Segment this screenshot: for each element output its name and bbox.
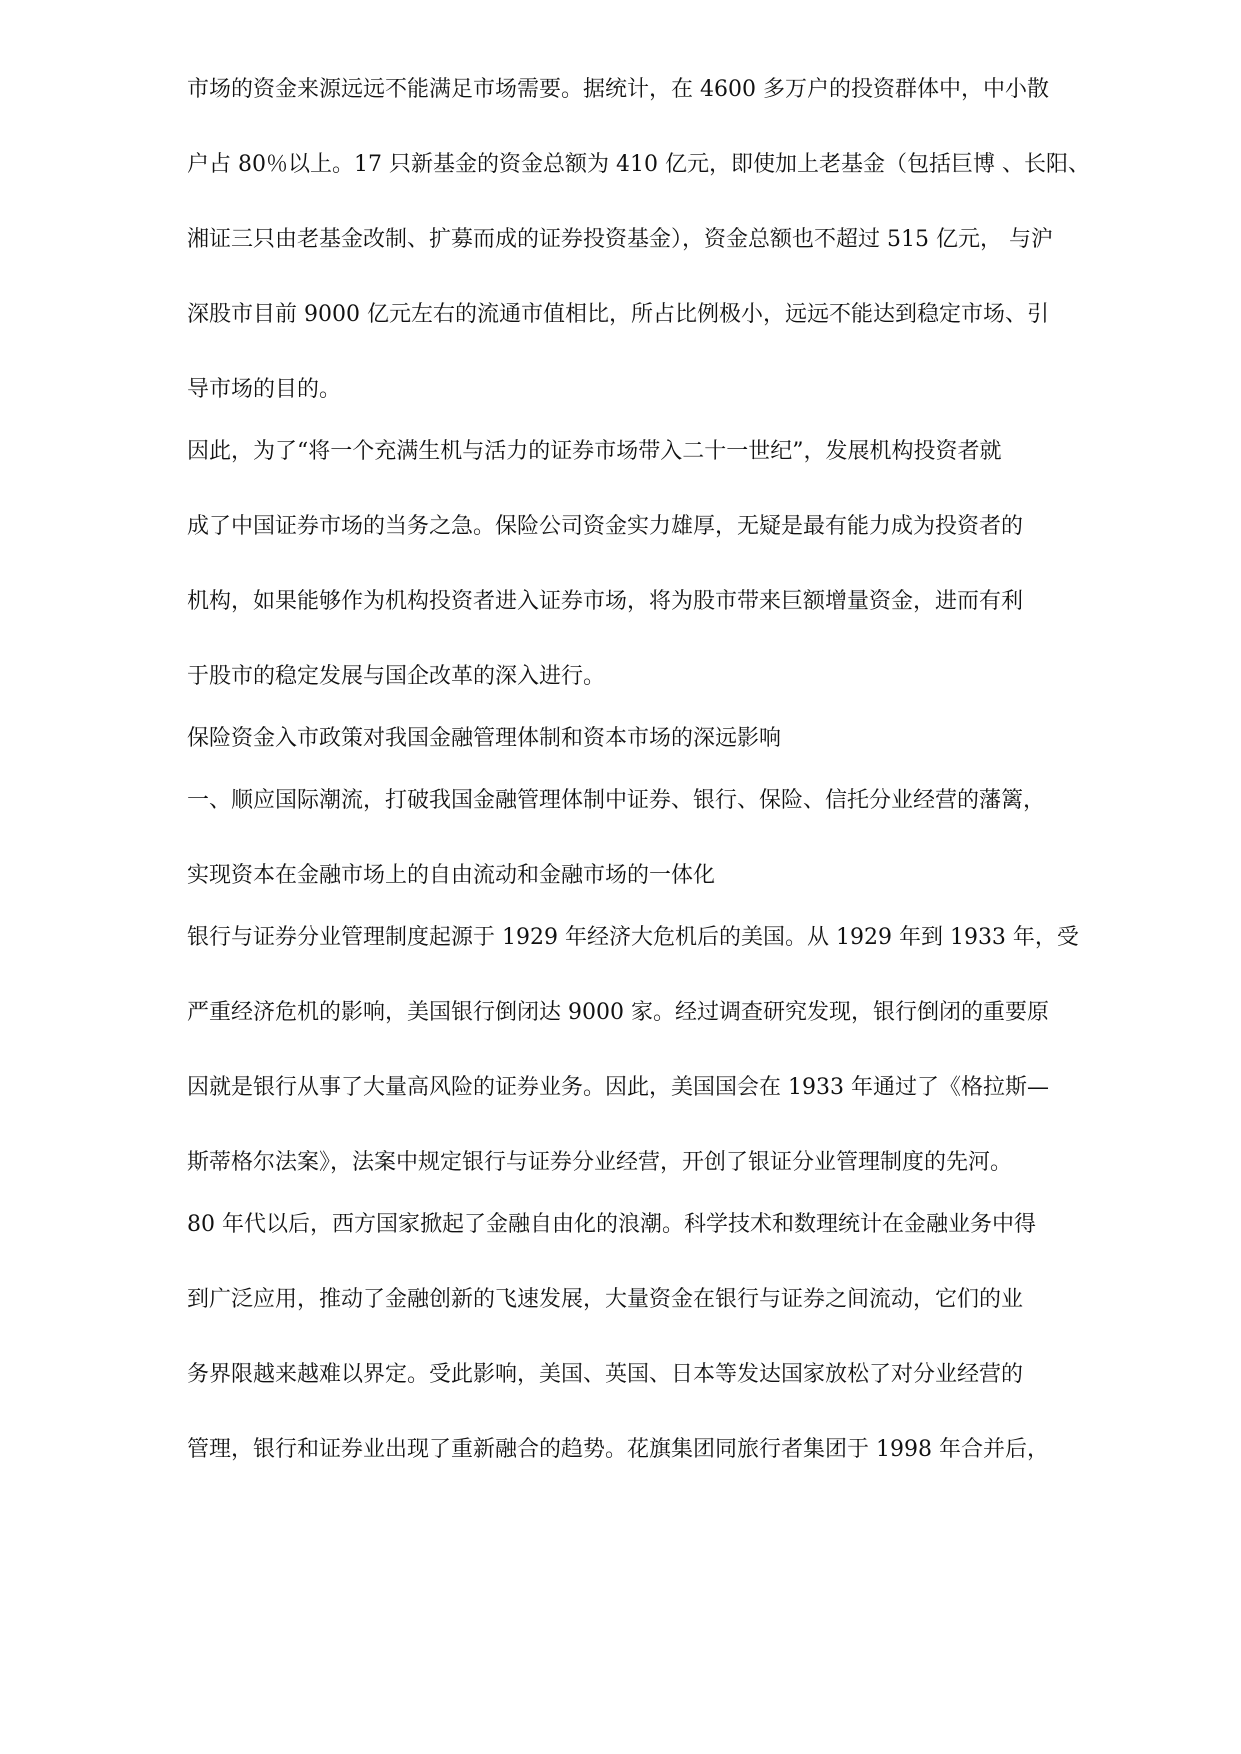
text-line: 务界限越来越难以界定。受此影响，美国、英国、日本等发达国家放松了对分业经营的: [187, 1362, 1024, 1387]
text-line: 导市场的目的。: [187, 377, 342, 402]
text-line: 因此，为了“将一个充满生机与活力的证券市场带入二十一世纪”，发展机构投资者就: [187, 439, 1002, 464]
text-line: 市场的资金来源远远不能满足市场需要。据统计，在 4600 多万户的投资群体中，中小散: [187, 77, 1049, 102]
text-line: 机构，如果能够作为机构投资者进入证券市场，将为股市带来巨额增量资金，进而有利: [187, 589, 1024, 614]
text-line: 湘证三只由老基金改制、扩募而成的证券投资基金），资金总额也不超过 515 亿元， 与沪: [187, 227, 1053, 252]
text-line: 管理，银行和证券业出现了重新融合的趋势。花旗集团同旅行者集团于 1998 年合并后，: [187, 1437, 1049, 1462]
text-line: 户占 80％以上。17 只新基金的资金总额为 410 亿元，即使加上老基金（包括巨博 、长阳、: [187, 152, 1090, 177]
text-line: 深股市目前 9000 亿元左右的流通市值相比，所占比例极小，远远不能达到稳定市场、引: [187, 302, 1049, 327]
text-line: 严重经济危机的影响，美国银行倒闭达 9000 家。经过调查研究发现，银行倒闭的重要原: [187, 1000, 1049, 1025]
text-line: 于股市的稳定发展与国企改革的深入进行。: [187, 664, 606, 689]
document-body: [187, 74, 1147, 1466]
text-line: 斯蒂格尔法案》，法案中规定银行与证券分业经营，开创了银证分业管理制度的先河。: [187, 1150, 1013, 1175]
text-line: 到广泛应用，推动了金融创新的飞速发展，大量资金在银行与证券之间流动，它们的业: [187, 1287, 1024, 1312]
text-line: 成了中国证券市场的当务之急。保险公司资金实力雄厚，无疑是最有能力成为投资者的: [187, 514, 1024, 539]
section-heading: 保险资金入市政策对我国金融管理体制和资本市场的深远影响: [187, 726, 782, 751]
subsection-heading: 实现资本在金融市场上的自由流动和金融市场的一体化: [187, 863, 716, 888]
text-line: 银行与证券分业管理制度起源于 1929 年经济大危机后的美国。从 1929 年到 1933 年，受: [187, 925, 1079, 950]
text-line: 80 年代以后，西方国家掀起了金融自由化的浪潮。科学技术和数理统计在金融业务中得: [187, 1212, 1036, 1237]
text-line: 因就是银行从事了大量高风险的证券业务。因此，美国国会在 1933 年通过了《格拉斯—: [187, 1075, 1049, 1100]
subsection-heading: 一、顺应国际潮流，打破我国金融管理体制中证券、银行、保险、信托分业经营的藩篱，: [187, 788, 1046, 813]
